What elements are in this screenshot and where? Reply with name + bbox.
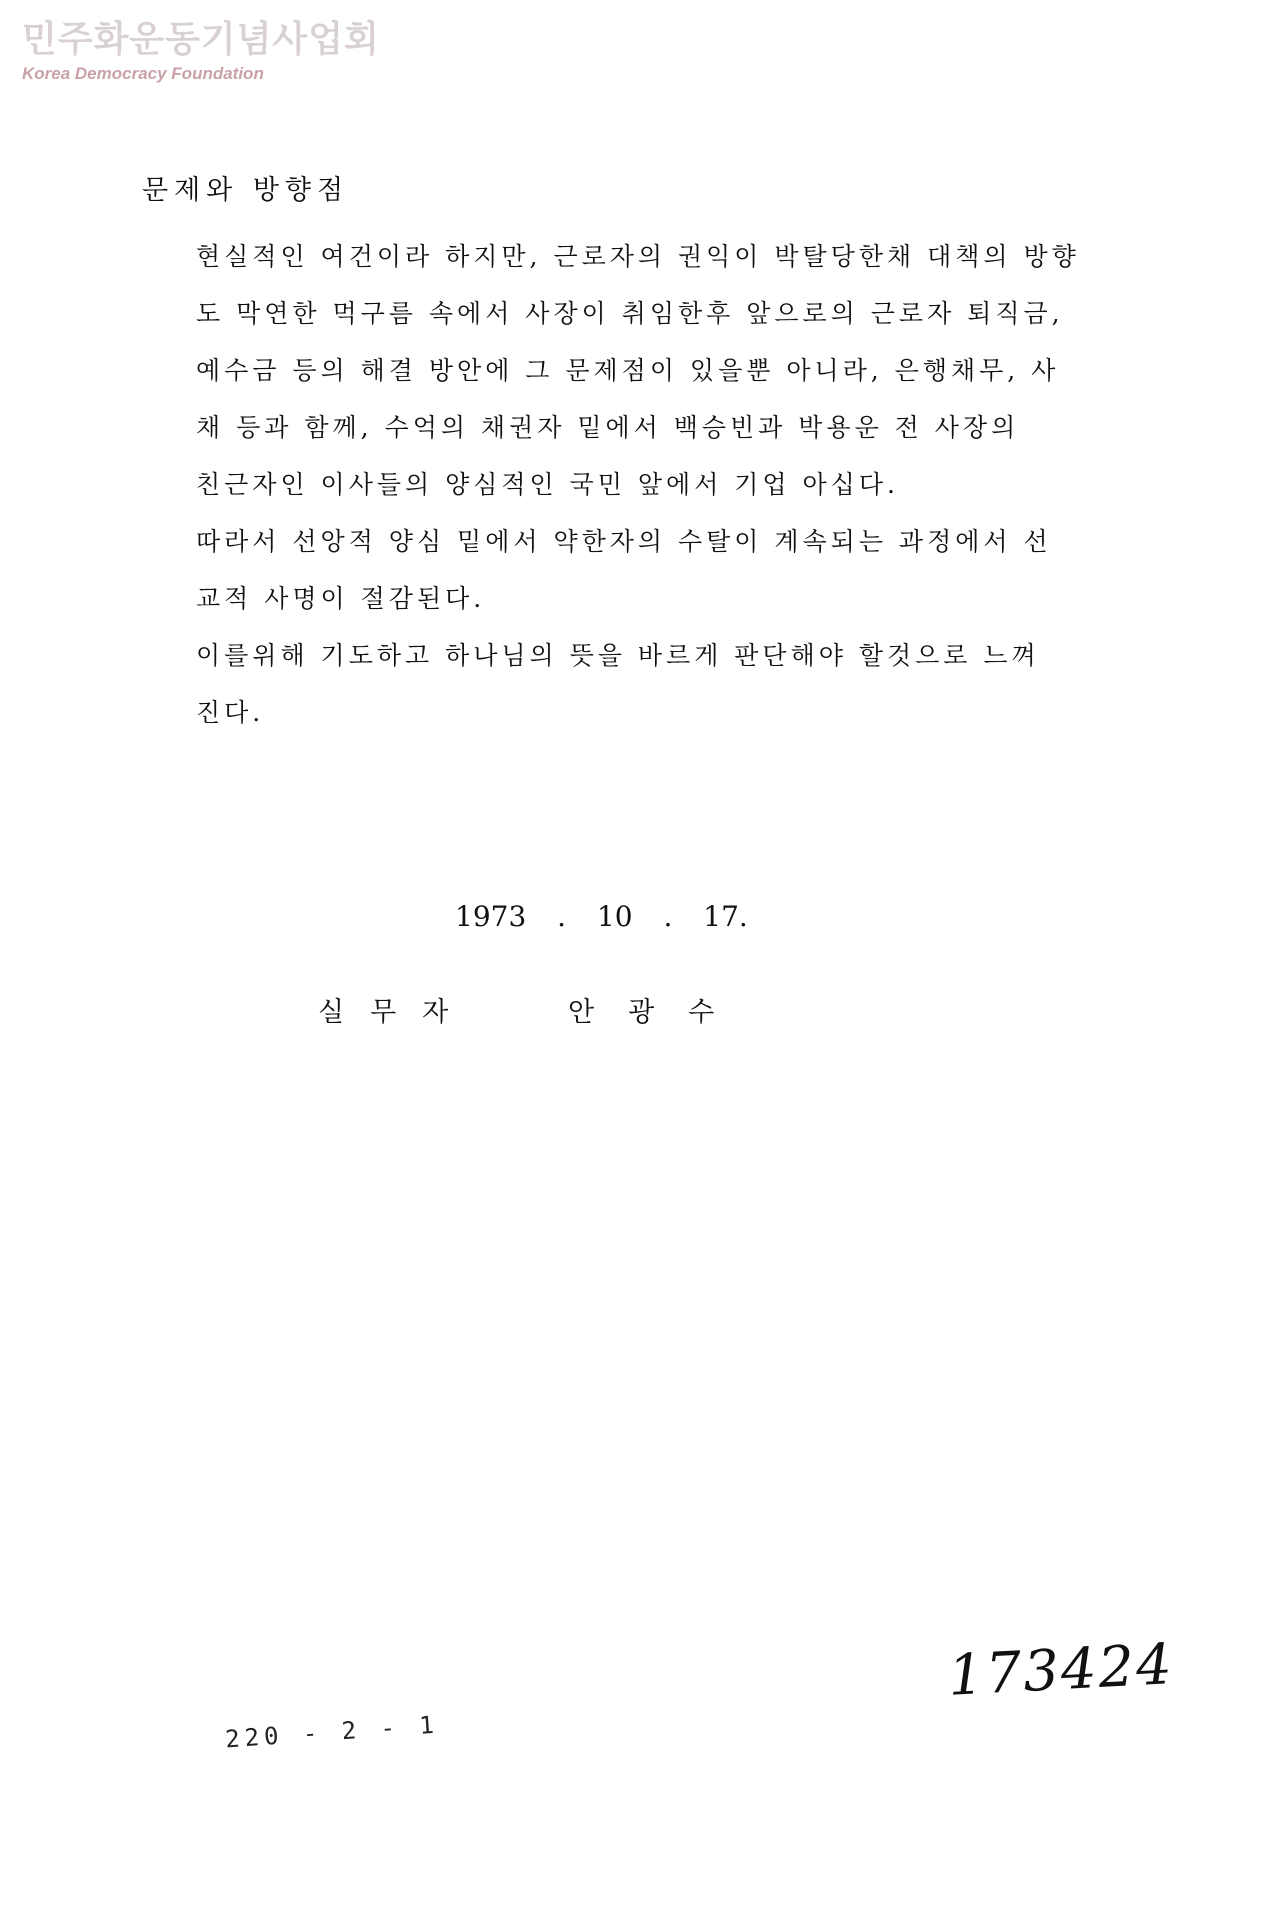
signer-role: 실무자 xyxy=(318,997,475,1028)
section-title: 문제와 방향점 xyxy=(142,175,350,206)
stamp-code: 220 - 2 - 1 xyxy=(224,1710,440,1754)
body-line: 따라서 선앙적 양심 밑에서 약한자의 수탈이 계속되는 과정에서 선 xyxy=(196,527,1052,556)
body-line: 진다. xyxy=(196,698,265,727)
watermark xyxy=(22,20,380,84)
watermark-korean: 민주화운동기념사업회 xyxy=(22,19,380,60)
body-text xyxy=(196,228,1156,741)
body-line: 예수금 등의 해결 방안에 그 문제점이 있을뿐 아니라, 은행채무, 사 xyxy=(196,356,1060,385)
body-line: 현실적인 여건이라 하지만, 근로자의 권익이 박탈당한채 대책의 방향 xyxy=(196,242,1080,271)
signer-name: 안광수 xyxy=(568,997,749,1028)
body-line: 친근자인 이사들의 양심적인 국민 앞에서 기업 아십다. xyxy=(196,470,899,499)
watermark-english: Korea Democracy Foundation xyxy=(22,64,264,83)
body-line: 채 등과 함께, 수억의 채권자 밑에서 백승빈과 박용운 전 사장의 xyxy=(196,413,1020,442)
body-line: 도 막연한 먹구름 속에서 사장이 취임한후 앞으로의 근로자 퇴직금, xyxy=(196,299,1064,328)
body-line: 교적 사명이 절감된다. xyxy=(196,584,486,613)
body-line: 이를위해 기도하고 하나님의 뜻을 바르게 판단해야 할것으로 느껴 xyxy=(196,641,1040,670)
document-date: 1973 . 10 . 17. xyxy=(455,900,748,933)
signature-block xyxy=(318,990,748,1029)
handwritten-document-number: 173424 xyxy=(946,1632,1176,1709)
